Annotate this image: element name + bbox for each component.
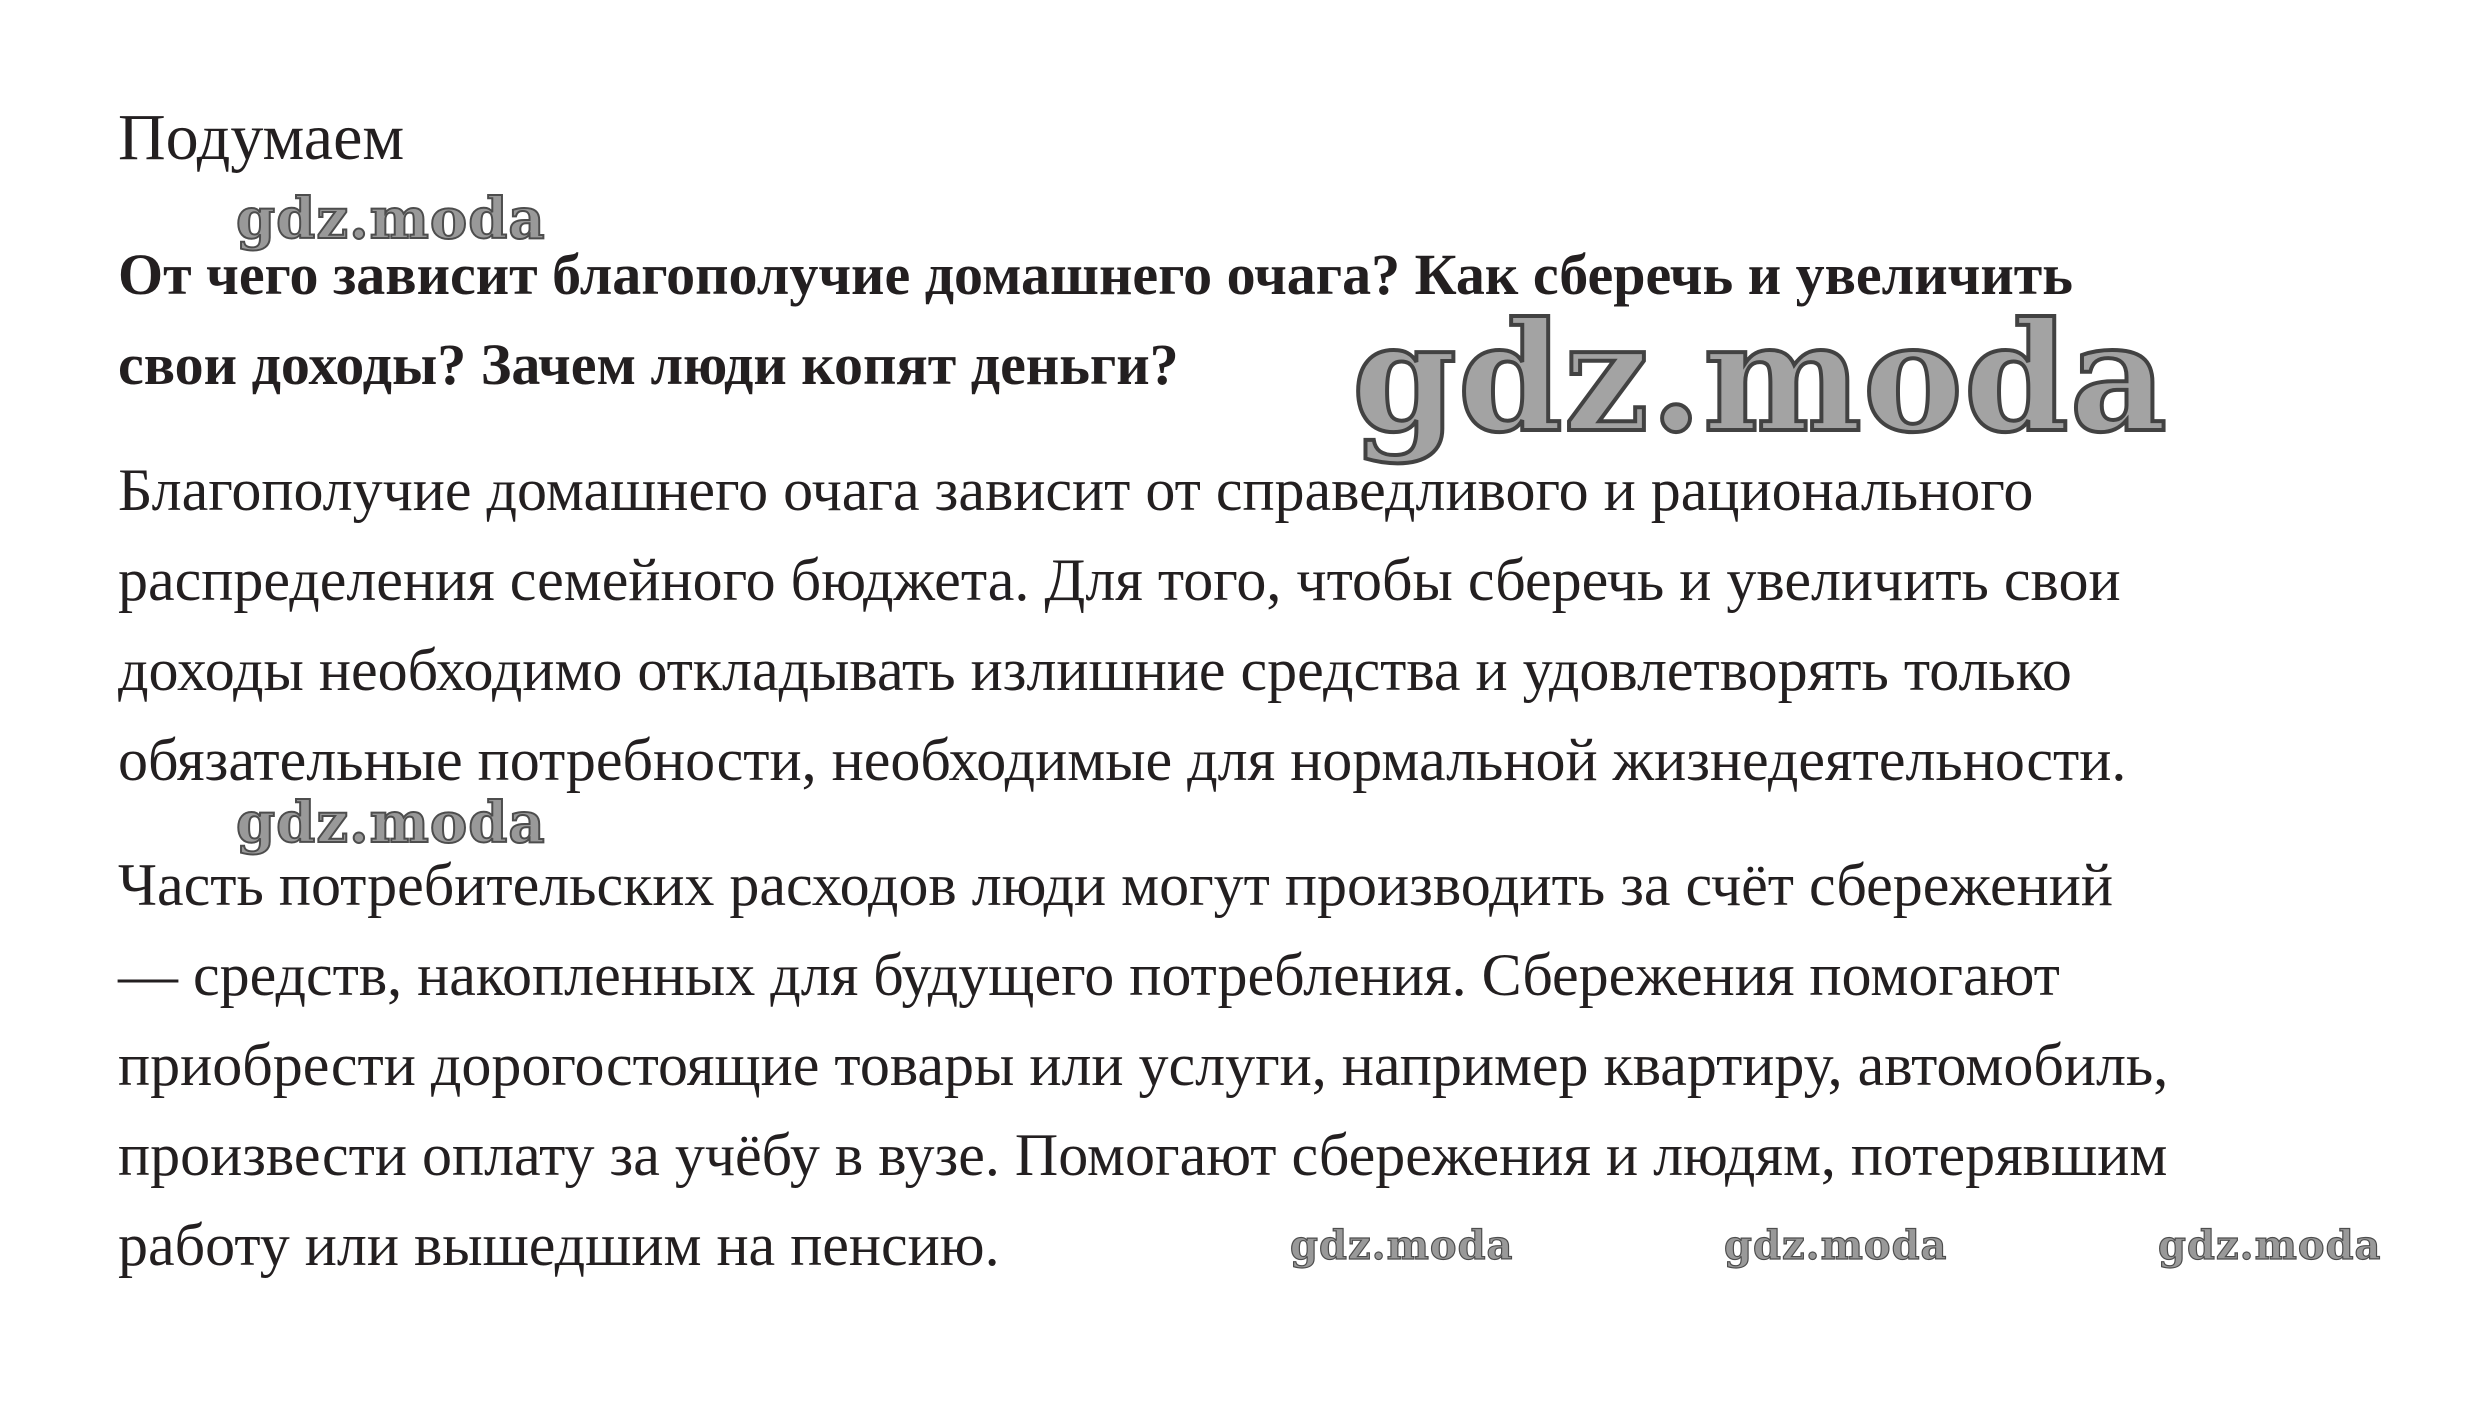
paragraph-line: доходы необходимо откладывать излишние средства и удовлетворять только	[118, 637, 2072, 703]
paragraph-line: работу или вышедшим на пенсию.	[118, 1212, 1000, 1278]
paragraph-line: — средств, накопленных для будущего потребления. Сбережения помогают	[118, 942, 2060, 1008]
question-line: свои доходы? Зачем люди копят деньги?	[118, 332, 1179, 397]
watermark: gdz.moda	[236, 790, 546, 856]
answer-paragraph-2	[118, 840, 2448, 1290]
paragraph-line: приобрести дорогостоящие товары или услуги, например квартиру, автомобиль,	[118, 1032, 2169, 1098]
question-line: От чего зависит благополучие домашнего очага? Как сберечь и увеличить	[118, 242, 2073, 307]
paragraph-line: обязательные потребности, необходимые для нормальной жизнедеятельности.	[118, 727, 2127, 793]
watermark: gdz.moda	[1290, 1222, 1514, 1269]
paragraph-line: Часть потребительских расходов люди могут производить за счёт сбережений	[118, 852, 2113, 918]
watermark: gdz.moda	[2158, 1222, 2382, 1269]
watermark: gdz.moda	[1724, 1222, 1948, 1269]
watermark-large: gdz.moda	[1352, 290, 2169, 466]
paragraph-line: произвести оплату за учёбу в вузе. Помогают сбережения и людям, потерявшим	[118, 1122, 2168, 1188]
paragraph-line: Благополучие домашнего очага зависит от справедливого и рационального	[118, 457, 2034, 523]
watermark: gdz.moda	[236, 186, 546, 252]
paragraph-line: распределения семейного бюджета. Для того, чтобы сберечь и увеличить свои	[118, 547, 2121, 613]
answer-paragraph-1	[118, 445, 2448, 805]
section-heading: Подумаем	[118, 101, 405, 174]
